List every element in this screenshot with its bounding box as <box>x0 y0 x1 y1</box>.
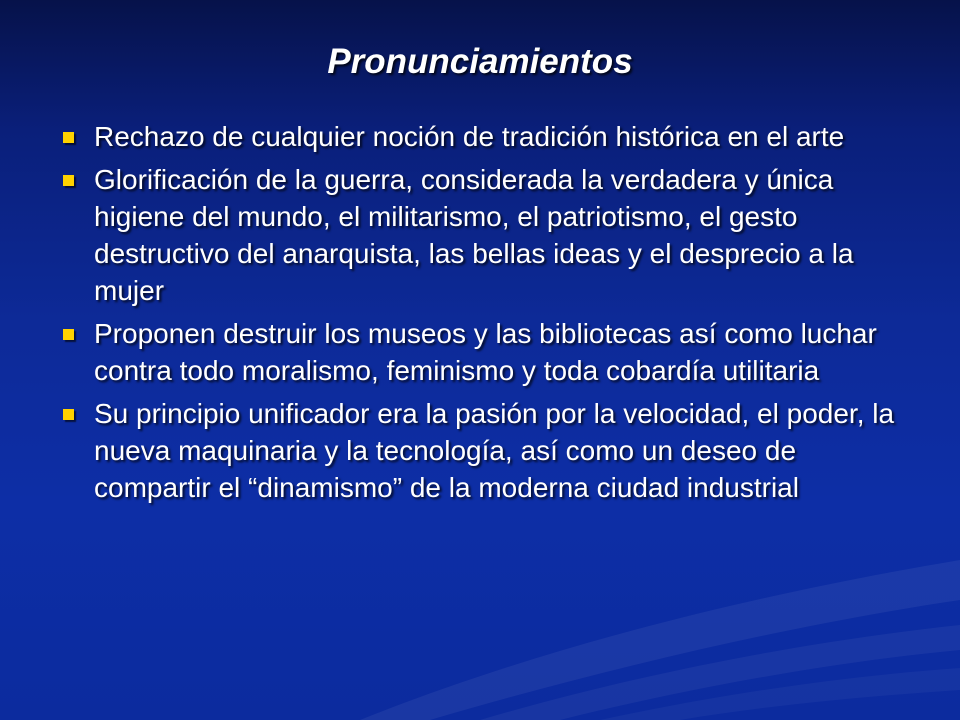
bullet-text: Rechazo de cualquier noción de tradición histórica en el arte <box>94 121 845 152</box>
square-bullet-icon <box>63 329 74 340</box>
bullet-text: Proponen destruir los museos y las bibliotecas así como luchar contra todo moralismo, feminismo y toda cobardía utilitaria <box>94 318 877 386</box>
bullet-item <box>56 118 916 155</box>
bullet-item <box>56 395 916 506</box>
square-bullet-icon <box>63 409 74 420</box>
slide-title: Pronunciamientos <box>327 42 633 81</box>
bullet-text: Su principio unificador era la pasión por la velocidad, el poder, la nueva maquinaria y la tecnología, así como un deseo de compartir el “dinamismo” de la moderna ciudad industrial <box>94 398 895 503</box>
bullet-list <box>56 118 916 512</box>
square-bullet-icon <box>63 132 74 143</box>
bullet-item <box>56 161 916 309</box>
bullet-item <box>56 315 916 389</box>
bullet-text: Glorificación de la guerra, considerada la verdadera y única higiene del mundo, el militarismo, el patriotismo, el gesto destructivo del anarquista, las bellas ideas y el desprecio a la mujer <box>94 164 854 306</box>
square-bullet-icon <box>63 175 74 186</box>
